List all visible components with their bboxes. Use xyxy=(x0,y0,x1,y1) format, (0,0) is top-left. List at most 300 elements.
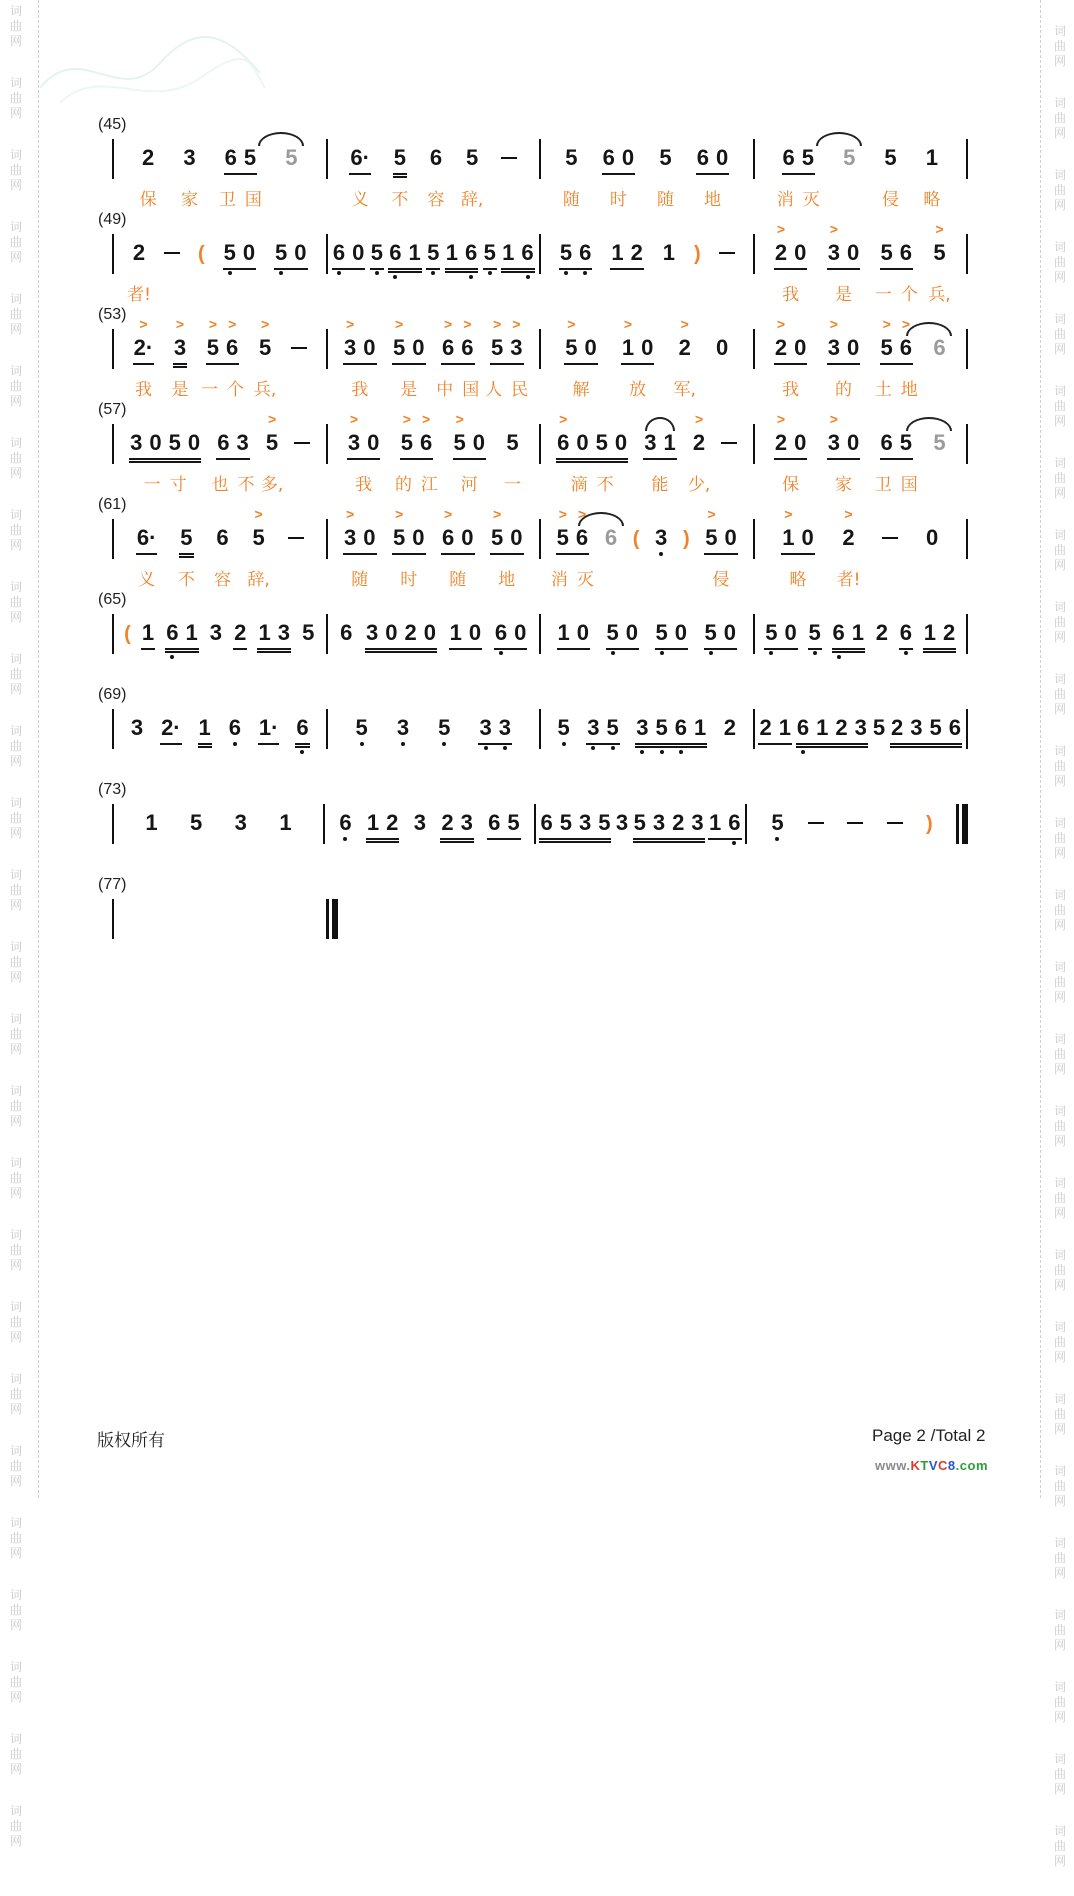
octave-dot xyxy=(837,655,841,659)
note-token xyxy=(842,146,856,173)
lyric-text: 侵 xyxy=(712,570,730,590)
measure xyxy=(114,621,326,650)
note-token xyxy=(890,716,962,745)
note-digit: 5 > xyxy=(933,221,946,265)
accent-mark: > xyxy=(260,316,270,332)
note-group xyxy=(782,146,816,175)
note-token xyxy=(295,716,309,745)
note-group xyxy=(704,506,738,555)
note-group xyxy=(556,506,590,555)
note-digit: 2 > xyxy=(774,316,788,360)
measure-number: (53) xyxy=(98,306,127,323)
watermark-text: 词 曲 网 xyxy=(1053,1176,1066,1220)
note-token xyxy=(556,411,628,495)
note-digit: 0 xyxy=(510,525,523,550)
lyric-text: 辞, xyxy=(460,190,484,210)
note-group xyxy=(490,316,524,365)
note-token xyxy=(494,621,528,650)
note-token xyxy=(392,316,426,400)
music-system xyxy=(98,781,978,876)
note-digit: 6 xyxy=(782,145,795,170)
watermark-text: 词 曲 网 xyxy=(9,1300,22,1344)
accent-mark: > xyxy=(558,506,567,522)
note-group xyxy=(129,431,201,460)
note-digit: 1 xyxy=(185,620,198,645)
accent-mark: > xyxy=(493,506,502,522)
tie-arc xyxy=(258,132,304,146)
note-digit: 1 xyxy=(662,240,676,265)
duration-dash xyxy=(808,822,824,824)
music-system xyxy=(98,876,978,971)
octave-dot xyxy=(611,651,615,655)
watermark-text: 词 曲 网 xyxy=(9,1444,22,1488)
note-digit: 0 xyxy=(363,525,376,550)
site-logo-link[interactable] xyxy=(875,1458,988,1473)
watermark-divider-left xyxy=(38,0,39,1498)
note-digit: 5 > xyxy=(252,506,265,550)
accent-mark: > xyxy=(776,411,786,427)
note-digit: 0 xyxy=(716,145,729,170)
accent-mark: > xyxy=(559,411,568,427)
octave-dot xyxy=(813,651,817,655)
octave-dot xyxy=(904,651,908,655)
watermark-text: 词 曲 网 xyxy=(1053,672,1066,716)
duration-dash xyxy=(721,442,737,444)
note-group xyxy=(388,241,422,270)
watermark-text: 词 曲 网 xyxy=(1053,96,1066,140)
watermark-text: 词 曲 网 xyxy=(9,1516,22,1560)
note-group xyxy=(365,621,437,650)
note-group xyxy=(252,506,266,553)
note-token xyxy=(141,621,155,650)
note-digit: 0 xyxy=(576,620,589,645)
note-digit: 1· xyxy=(258,715,279,740)
note-digit: 5 xyxy=(933,430,946,455)
note-digit: 6 xyxy=(602,145,615,170)
note-digit: 6 xyxy=(948,715,961,740)
note-group xyxy=(216,431,250,460)
note-group xyxy=(494,621,528,650)
notation-row xyxy=(112,411,968,495)
note-group xyxy=(343,506,377,555)
note-token xyxy=(274,241,308,270)
note-token xyxy=(332,241,366,270)
lyric-text: 随 xyxy=(656,190,674,210)
watermark-column-right xyxy=(1052,24,1068,1896)
note-token xyxy=(198,716,212,745)
note-digit: 3 xyxy=(183,145,196,170)
note-token xyxy=(441,506,475,590)
note-group xyxy=(173,316,187,365)
lyric-text: 兵, xyxy=(928,285,951,305)
octave-dot xyxy=(343,837,347,841)
note-digit: 3 > xyxy=(344,506,357,550)
note-token xyxy=(715,336,729,363)
watermark-text: 词 曲 网 xyxy=(9,940,22,984)
note-digit: 5 xyxy=(275,241,287,265)
site-logo-segment: T xyxy=(920,1458,929,1473)
barline xyxy=(966,519,968,559)
note-token xyxy=(557,716,571,743)
note-token xyxy=(655,621,689,650)
note-digit: 0 xyxy=(514,620,527,645)
note-digit: 3 > xyxy=(347,411,361,455)
note-digit: 5 > xyxy=(880,316,893,360)
final-barline xyxy=(326,899,338,939)
note-token xyxy=(673,316,696,400)
barline xyxy=(966,424,968,464)
note-group xyxy=(880,316,914,365)
music-system xyxy=(98,116,978,211)
lyric-text: 我 xyxy=(355,475,373,495)
lyric-text: 的江 xyxy=(394,475,447,495)
note-digit: 6 xyxy=(217,430,230,455)
note-group xyxy=(723,716,737,743)
note-digit: 1 > xyxy=(621,316,635,360)
watermark-text: 词 曲 网 xyxy=(9,1012,22,1056)
parenthesis: ) xyxy=(682,528,690,550)
note-digit: 5 xyxy=(302,620,315,645)
watermark-text: 词 曲 网 xyxy=(1053,888,1066,932)
note-token xyxy=(257,621,291,650)
watermark-text: 词 曲 网 xyxy=(1053,1104,1066,1148)
octave-dot xyxy=(431,271,435,275)
note-group xyxy=(182,146,196,173)
note-token xyxy=(704,506,738,590)
measure xyxy=(755,145,967,210)
note-digit: 5 xyxy=(560,241,572,265)
note-group xyxy=(696,146,730,175)
notation-row xyxy=(112,145,968,210)
note-digit: 6 > xyxy=(442,316,455,360)
barline xyxy=(966,139,968,179)
note-token xyxy=(662,241,676,268)
tie-arc xyxy=(906,417,952,431)
lyric-text: 卫国 xyxy=(874,475,927,495)
note-group xyxy=(658,146,672,173)
note-token xyxy=(928,221,951,305)
notation-row xyxy=(112,811,968,844)
lyric-text: 随 xyxy=(449,570,467,590)
watermark-text: 词 曲 网 xyxy=(1053,240,1066,284)
measure-number: (77) xyxy=(98,876,127,893)
note-token xyxy=(827,221,861,305)
duration-dash xyxy=(164,252,180,254)
note-group xyxy=(265,411,279,458)
note-digit: 6 xyxy=(166,621,178,645)
note-digit: 1 xyxy=(694,715,707,740)
watermark-text: 词 曲 网 xyxy=(1053,528,1066,572)
note-digit: 5 xyxy=(929,715,942,740)
note-group xyxy=(284,146,298,173)
octave-dot xyxy=(499,651,503,655)
note-digit: 6 xyxy=(216,525,229,550)
accent-mark: > xyxy=(844,506,853,522)
note-digit: 6 > xyxy=(575,506,589,550)
note-group xyxy=(141,146,155,173)
note-group xyxy=(559,241,593,270)
note-token xyxy=(776,145,829,210)
note-group xyxy=(165,621,199,650)
note-digit: 0 xyxy=(385,620,398,645)
note-group xyxy=(426,241,440,270)
note-digit: 5 xyxy=(190,810,203,835)
note-token xyxy=(394,411,447,495)
note-digit: 5 > xyxy=(258,316,272,360)
duration-dash xyxy=(288,537,304,539)
note-token xyxy=(656,145,674,210)
note-digit: 6 > xyxy=(226,316,239,360)
note-token xyxy=(564,316,598,400)
parenthesis: ) xyxy=(693,243,701,265)
note-group xyxy=(445,241,479,270)
note-token xyxy=(130,716,144,743)
note-digit: 3 xyxy=(397,716,409,740)
measure xyxy=(328,411,540,495)
note-digit: 5 xyxy=(559,810,572,835)
note-digit: 1 xyxy=(258,620,271,645)
note-digit: 6 > xyxy=(557,411,570,455)
measure-number: (49) xyxy=(98,211,127,228)
site-logo-segment: .com xyxy=(955,1458,988,1473)
octave-dot xyxy=(801,750,805,754)
watermark-text: 词 曲 网 xyxy=(9,1228,22,1272)
note-group xyxy=(883,146,897,173)
watermark-text: 词 曲 网 xyxy=(9,580,22,624)
note-digit: 6 xyxy=(333,241,345,265)
note-token xyxy=(180,145,198,210)
accent-mark: > xyxy=(829,316,838,332)
note-digit: 0 xyxy=(723,620,736,645)
note-token xyxy=(550,506,603,590)
note-token xyxy=(643,430,677,495)
note-token xyxy=(301,621,315,648)
note-token xyxy=(211,430,264,495)
note-token xyxy=(392,506,426,590)
note-digit: 0 xyxy=(412,335,425,360)
note-token xyxy=(633,811,705,840)
note-group xyxy=(347,411,381,460)
note-digit: 2 xyxy=(891,715,904,740)
octave-dot xyxy=(401,742,405,746)
octave-dot xyxy=(564,271,568,275)
note-group xyxy=(692,411,706,458)
note-group xyxy=(487,811,521,840)
note-group xyxy=(338,811,352,838)
note-group xyxy=(465,146,479,173)
note-digit: 3 xyxy=(366,620,379,645)
measure xyxy=(114,145,326,210)
measure xyxy=(541,145,753,210)
note-digit: 6 xyxy=(540,810,553,835)
note-token xyxy=(882,145,900,210)
note-digit: 2 xyxy=(759,715,772,740)
note-digit: 1 xyxy=(141,620,155,645)
lyric-text: 也不 xyxy=(211,475,264,495)
note-group xyxy=(136,526,158,555)
note-group xyxy=(841,506,855,553)
measure xyxy=(328,241,540,270)
note-digit: 1 xyxy=(279,810,292,835)
note-digit: 6 xyxy=(728,811,740,835)
measure xyxy=(328,621,540,650)
final-barline xyxy=(956,804,968,844)
note-group xyxy=(557,621,591,650)
note-digit: 2 > xyxy=(692,411,706,455)
note-digit: 6 xyxy=(933,335,946,360)
note-token xyxy=(875,621,889,648)
note-token xyxy=(201,316,254,400)
octave-dot xyxy=(591,746,595,750)
note-digit: 1 xyxy=(709,810,722,835)
note-digit: 3 xyxy=(587,716,599,740)
note-digit: 0 xyxy=(794,430,807,455)
lyric-text: 多, xyxy=(260,475,284,495)
note-digit: 6 xyxy=(429,145,443,170)
note-digit: 3 > xyxy=(173,316,187,360)
note-group xyxy=(827,316,861,365)
note-token xyxy=(338,811,352,838)
note-digit: 5 > xyxy=(393,506,406,550)
duration-dash xyxy=(501,157,517,159)
lyric-text: 我 xyxy=(351,380,369,400)
note-digit: 3 > xyxy=(344,316,357,360)
watermark-text: 词 曲 网 xyxy=(1053,1536,1066,1580)
measure xyxy=(114,716,326,745)
lyric-text: 容 xyxy=(427,190,445,210)
note-token xyxy=(127,240,151,305)
watermark-text: 词 曲 网 xyxy=(1053,1824,1066,1868)
note-digit: 0 xyxy=(423,620,437,645)
measure xyxy=(755,221,967,305)
lyric-text: 是 xyxy=(171,380,189,400)
note-digit: 0 xyxy=(926,525,939,550)
note-digit: 5 > xyxy=(565,316,578,360)
barline xyxy=(966,709,968,749)
note-group xyxy=(633,811,705,840)
note-group xyxy=(635,716,707,745)
lyric-text: 随 xyxy=(562,190,580,210)
octave-dot xyxy=(769,651,773,655)
octave-dot xyxy=(375,271,379,275)
lyric-text: 放 xyxy=(629,380,647,400)
octave-dot xyxy=(393,275,397,279)
music-system xyxy=(98,686,978,781)
measure xyxy=(114,411,326,495)
note-group xyxy=(615,811,629,838)
accent-mark: > xyxy=(254,506,263,522)
lyric-text: 消灭 xyxy=(550,570,603,590)
note-digit: 0 xyxy=(367,430,380,455)
note-digit: 0 xyxy=(468,620,482,645)
duration-dash xyxy=(719,252,735,254)
note-token xyxy=(445,241,479,270)
note-digit: 3 xyxy=(413,810,426,835)
measure xyxy=(541,316,753,400)
note-token xyxy=(932,431,946,458)
watermark-text: 词 曲 网 xyxy=(1053,168,1066,212)
note-digit: 3 xyxy=(854,715,867,740)
watermark-text: 词 曲 网 xyxy=(1053,1248,1066,1292)
note-group xyxy=(301,621,315,648)
note-token xyxy=(139,145,157,210)
lyric-text: 我 xyxy=(134,380,152,400)
measure-number: (73) xyxy=(98,781,127,798)
lyric-text: 卫国 xyxy=(218,190,271,210)
parenthesis: ) xyxy=(925,813,933,835)
note-group xyxy=(606,621,640,650)
note-digit: 2 xyxy=(943,620,956,645)
note-group xyxy=(392,316,426,365)
note-token xyxy=(485,316,538,400)
watermark-text: 词 曲 网 xyxy=(9,292,22,336)
note-digit: 0 xyxy=(716,335,729,360)
watermark-text: 词 曲 网 xyxy=(1053,1320,1066,1364)
note-token xyxy=(144,811,158,838)
note-digit: 6 xyxy=(495,621,507,645)
measure xyxy=(747,811,956,838)
note-token xyxy=(460,145,484,210)
note-digit: 0 xyxy=(724,525,737,550)
notation-row xyxy=(112,906,968,939)
note-group xyxy=(923,621,957,650)
lyric-text: 时 xyxy=(609,190,627,210)
note-token xyxy=(260,411,284,495)
note-digit: 5 xyxy=(899,430,913,455)
note-digit: 0 xyxy=(794,335,807,360)
note-group xyxy=(932,336,946,363)
note-token xyxy=(347,411,381,495)
note-token xyxy=(770,811,784,838)
note-digit: 5 xyxy=(243,145,257,170)
copyright-text: 版权所有 xyxy=(97,1431,165,1451)
note-digit: 0 xyxy=(614,430,628,455)
note-token xyxy=(708,811,742,840)
measure xyxy=(755,316,967,400)
note-digit: 6 xyxy=(296,716,308,740)
note-group xyxy=(875,621,889,648)
note-digit: 0 xyxy=(242,240,256,265)
accent-mark: > xyxy=(935,221,944,237)
note-group xyxy=(827,221,861,270)
note-digit: 6 > xyxy=(419,411,433,455)
note-token xyxy=(413,811,427,838)
note-digit: 6 xyxy=(579,241,591,265)
note-digit: 5 > xyxy=(491,316,504,360)
note-digit: 3 xyxy=(499,716,511,740)
accent-mark: > xyxy=(829,221,838,237)
lyric-text: 随 xyxy=(351,570,369,590)
note-digit: 5 xyxy=(771,811,783,835)
note-digit: 0 xyxy=(625,620,638,645)
accent-mark: > xyxy=(463,316,472,332)
note-digit: 6· xyxy=(136,525,157,550)
measure xyxy=(541,241,753,270)
note-group xyxy=(233,621,247,650)
note-token xyxy=(253,316,277,400)
note-group xyxy=(932,221,946,268)
note-group xyxy=(278,811,292,838)
watermark-text: 词 曲 网 xyxy=(1053,312,1066,356)
slur-arc xyxy=(645,417,675,431)
octave-dot xyxy=(279,271,283,275)
note-group xyxy=(198,716,212,745)
lyric-text: 时 xyxy=(400,570,418,590)
duration-dash xyxy=(294,442,310,444)
note-group xyxy=(132,241,146,268)
watermark-text: 词 曲 网 xyxy=(9,796,22,840)
note-group xyxy=(478,716,512,745)
